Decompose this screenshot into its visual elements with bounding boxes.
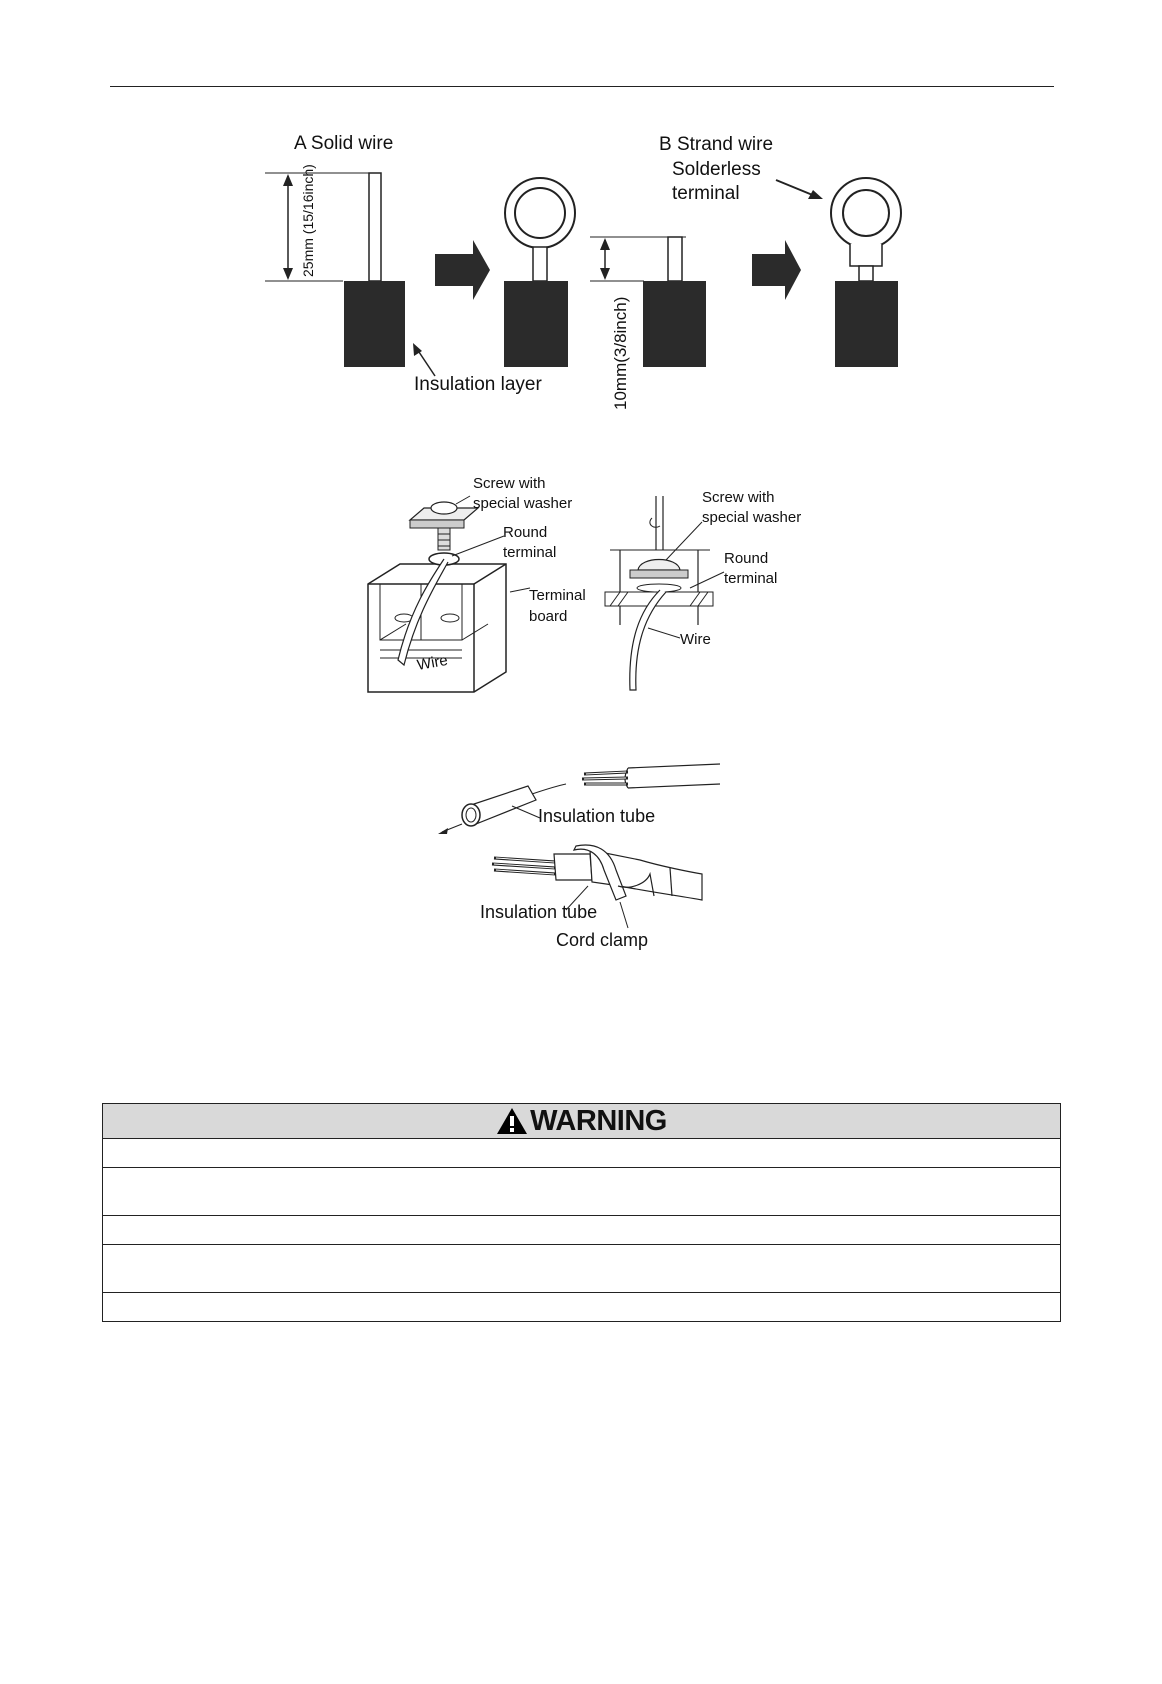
warning-row-text [103,1216,1061,1245]
label-right-screw-2: special washer [702,509,802,526]
arrow-right-icon [435,240,490,300]
label-left-screw-1: Screw with [473,475,546,492]
dim-solid: 25mm (15/16inch) [300,164,316,277]
label-terminal-board-1: Terminal [529,587,586,604]
warning-row [103,1245,1061,1293]
warning-table [102,1103,1061,1322]
arrow-right-icon [752,240,801,300]
insulation-tube-figure [0,750,1162,970]
label-left-round-1: Round [503,524,548,541]
warning-row-text [103,1245,1061,1293]
label-cord-clamp: Cord clamp [556,930,649,950]
warning-row-text [103,1168,1061,1216]
label-right-wire: Wire [680,631,711,648]
warning-header-cell [103,1104,1061,1139]
strand-wire-core [668,237,682,281]
warning-header-row [103,1104,1061,1139]
warning-row [103,1168,1061,1216]
warning-row-text [103,1139,1061,1168]
dim-strand: 10mm(3/8inch) [611,296,630,410]
solid-wire-core [369,173,381,281]
label-insulation-tube-top: Insulation tube [538,806,656,826]
warning-row-text [103,1293,1061,1322]
label-left-round-2: terminal [503,544,557,561]
strand-wire-insulation [643,281,706,367]
label-solid-wire: A Solid wire [294,133,394,154]
label-solderless-2: terminal [672,183,740,204]
label-right-round-2: terminal [724,570,778,587]
label-solderless-1: Solderless [672,159,761,180]
label-left-screw-2: special washer [473,495,573,512]
terminal-board-figure [0,460,1162,720]
label-insulation-layer: Insulation layer [414,374,542,395]
warning-row [103,1139,1061,1168]
label-insulation-tube-bottom: Insulation tube [480,902,598,922]
solid-wire-insulation [344,281,405,367]
warning-row [103,1216,1061,1245]
label-right-screw-1: Screw with [702,489,775,506]
warning-triangle-icon [496,1107,528,1135]
label-strand-wire: B Strand wire [659,134,774,155]
label-left-wire: Wire [415,651,450,674]
warning-row [103,1293,1061,1322]
warning-title: WARNING [530,1104,667,1137]
label-terminal-board-2: board [529,608,568,625]
wire-preparation-figure [0,0,1162,420]
label-right-round-1: Round [724,550,769,567]
